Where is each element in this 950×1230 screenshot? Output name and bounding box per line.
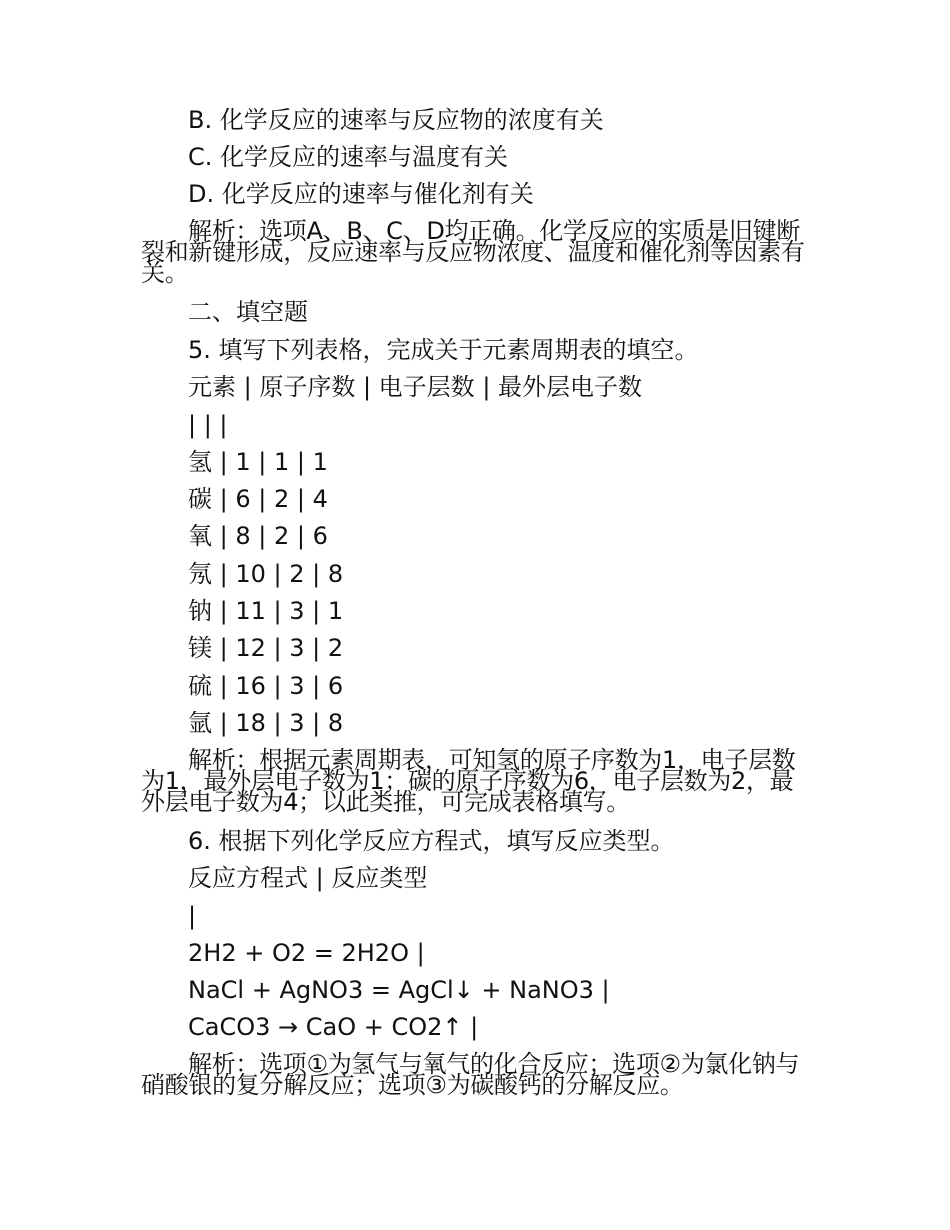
q6-table-row: CaCO3 → CaO + CO2↑ |: [188, 1013, 479, 1041]
q6-prompt: 6. 根据下列化学反应方程式，填写反应类型。: [188, 827, 675, 855]
option-b: B. 化学反应的速率与反应物的浓度有关: [188, 106, 604, 134]
q5-table-separator: | | |: [188, 411, 228, 439]
analysis-paragraph-1: 解析：选项A、B、C、D均正确。化学反应的实质是旧键断裂和新键形成，反应速率与反应物浓度、温度和催化剂等因素有关。: [141, 217, 805, 287]
q5-table-row: 硫 | 16 | 3 | 6: [188, 672, 344, 700]
q5-table-header: 元素 | 原子序数 | 电子层数 | 最外层电子数: [188, 373, 643, 401]
q5-table-row: 氖 | 10 | 2 | 8: [188, 560, 344, 588]
q6-analysis: 解析：选项①为氢气与氧气的化合反应；选项②为氯化钠与硝酸银的复分解反应；选项③为碳酸钙的分解反应。: [141, 1050, 800, 1099]
q5-table-row: 镁 | 12 | 3 | 2: [188, 634, 344, 662]
option-d: D. 化学反应的速率与催化剂有关: [188, 180, 534, 208]
q5-table-row: 碳 | 6 | 2 | 4: [188, 485, 328, 513]
q6-table-row: NaCl + AgNO3 = AgCl↓ + NaNO3 |: [188, 976, 610, 1004]
section-title: 二、填空题: [188, 298, 308, 326]
option-c: C. 化学反应的速率与温度有关: [188, 143, 509, 171]
q5-analysis: 解析：根据元素周期表，可知氢的原子序数为1，电子层数为1，最外层电子数为1；碳的原子序数为6，电子层数为2，最外层电子数为4；以此类推，可完成表格填写。: [141, 746, 796, 816]
q5-prompt: 5. 填写下列表格，完成关于元素周期表的填空。: [188, 336, 699, 364]
q5-table-row: 氢 | 1 | 1 | 1: [188, 448, 328, 476]
q5-table-row: 氩 | 18 | 3 | 8: [188, 709, 344, 737]
q5-table-row: 钠 | 11 | 3 | 1: [188, 597, 344, 625]
q6-table-separator: |: [188, 902, 197, 930]
q5-table-row: 氧 | 8 | 2 | 6: [188, 522, 328, 550]
q6-table-row: 2H2 + O2 = 2H2O |: [188, 939, 425, 967]
q6-table-header: 反应方程式 | 反应类型: [188, 864, 428, 892]
